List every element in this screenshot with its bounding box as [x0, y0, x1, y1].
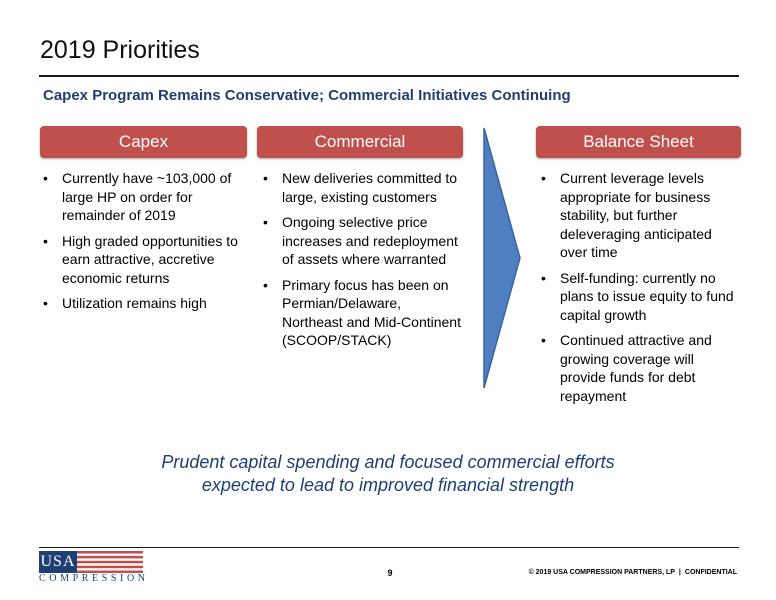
- slide-title: 2019 Priorities: [40, 36, 200, 64]
- bullet-icon: •: [43, 232, 48, 249]
- commercial-header: Commercial: [257, 126, 463, 158]
- chevron-arrow-right-icon: [480, 126, 524, 390]
- slide-subtitle: Capex Program Remains Conservative; Commercial Initiatives Continuing: [43, 87, 571, 104]
- bullet-icon: •: [263, 214, 268, 230]
- bullet-text: Ongoing selective price increases and redeployment of assets where warranted: [282, 214, 458, 267]
- list-item: [38, 232, 254, 288]
- conclusion-line-2: expected to lead to improved financial strength: [201, 475, 575, 495]
- list-item: [536, 169, 741, 262]
- footer-separator: |: [678, 569, 681, 576]
- bullet-text: Self-funding: currently no plans to issue equity to fund capital growth: [560, 269, 734, 323]
- bullet-icon: •: [263, 276, 268, 293]
- bullet-text: Current leverage levels appropriate for business stability, but further deleveraging anticipated over time: [560, 170, 712, 260]
- bullet-icon: •: [541, 170, 546, 186]
- balance-sheet-header: Balance Sheet: [536, 126, 741, 158]
- copyright-text: © 2019 USA COMPRESSION PARTNERS, LP: [528, 569, 675, 576]
- bullet-icon: •: [541, 269, 546, 286]
- list-item: [38, 294, 254, 313]
- commercial-bullet-list: [258, 169, 464, 357]
- bullet-text: Primary focus has been on Permian/Delaware, Northeast and Mid-Continent (SCOOP/STACK): [282, 276, 461, 348]
- conclusion-statement: [100, 451, 676, 497]
- logo-usa-text: USA: [39, 551, 77, 573]
- bullet-icon: •: [43, 170, 48, 186]
- bullet-icon: •: [263, 170, 268, 186]
- flag-stripes-icon: [77, 551, 143, 573]
- list-item: [258, 213, 464, 269]
- bullet-icon: •: [43, 295, 48, 311]
- list-item: [258, 169, 464, 206]
- company-logo: [39, 551, 149, 585]
- bullet-text: New deliveries committed to large, existing customers: [282, 170, 458, 205]
- bullet-icon: •: [541, 332, 546, 348]
- confidential-label: CONFIDENTIAL: [684, 569, 737, 576]
- bullet-text: Currently have ~103,000 of large HP on order for remainder of 2019: [62, 170, 232, 223]
- capex-bullet-list: [38, 169, 254, 320]
- list-item: [258, 276, 464, 350]
- list-item: [536, 269, 741, 325]
- balance-sheet-bullet-list: [536, 169, 741, 412]
- footer-divider: [39, 547, 739, 548]
- capex-header: Capex: [40, 126, 247, 158]
- list-item: [536, 331, 741, 405]
- page-number: 9: [387, 568, 393, 578]
- list-item: [38, 169, 254, 225]
- conclusion-line-1: Prudent capital spending and focused commercial efforts: [161, 452, 615, 472]
- bullet-text: High graded opportunities to earn attractive, accretive economic returns: [62, 232, 238, 286]
- title-divider: [39, 75, 739, 77]
- footer-legal: [529, 569, 737, 576]
- bullet-text: Continued attractive and growing coverage will provide funds for debt repayment: [560, 332, 712, 404]
- bullet-text: Utilization remains high: [62, 295, 207, 311]
- logo-compression-text: COMPRESSION: [39, 573, 149, 584]
